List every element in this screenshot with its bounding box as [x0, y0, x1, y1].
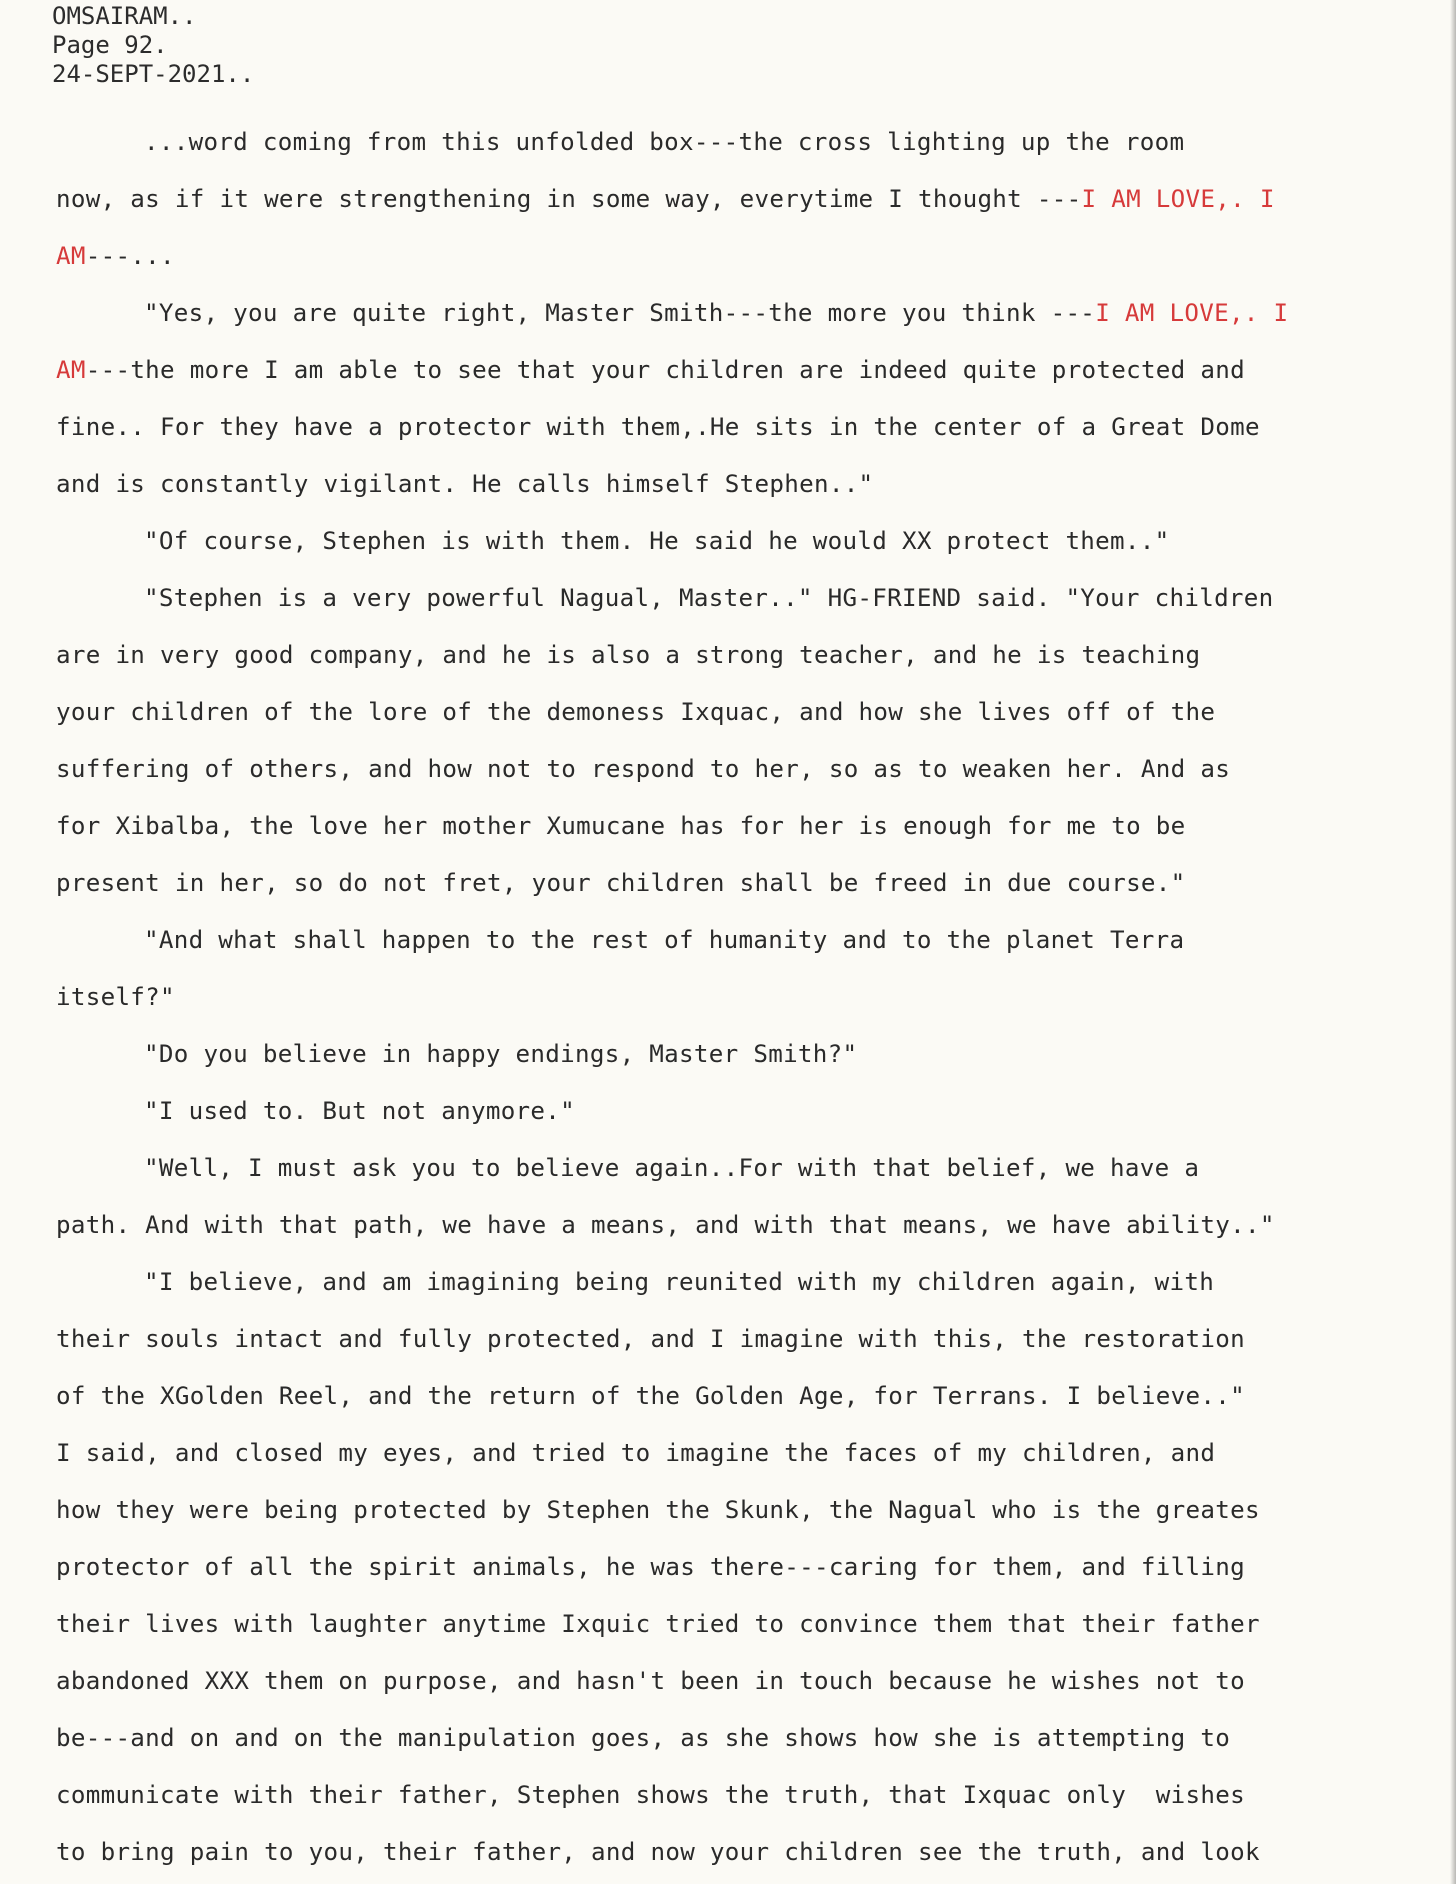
- typed-text: "I used to. But not anymore.": [144, 1097, 576, 1125]
- typed-text: suffering of others, and how not to respond to her, so as to weaken her. And as: [56, 755, 1231, 783]
- typed-text: ---...: [85, 242, 175, 270]
- page-edge-shadow: [1450, 0, 1456, 1884]
- typed-text: protector of all the spirit animals, he was there---caring for them, and filling: [56, 1553, 1245, 1581]
- header-invocation: OMSAIRAM..: [52, 2, 197, 30]
- text-line: [56, 1083, 1446, 1140]
- typed-text: your children of the lore of the demoness Ixquac, and how she lives off of the: [56, 698, 1216, 726]
- typed-text: "I believe, and am imagining being reunited with my children again, with: [144, 1268, 1215, 1296]
- typed-text: itself?": [56, 983, 175, 1011]
- red-typed-phrase: AM: [56, 356, 86, 384]
- typed-text: present in her, so do not fret, your children shall be freed in due course.": [56, 869, 1186, 897]
- text-line: [56, 1482, 1446, 1539]
- text-line: [56, 1596, 1446, 1653]
- text-line: [56, 171, 1446, 228]
- text-line: [56, 1140, 1446, 1197]
- text-line: [56, 741, 1446, 798]
- typed-text: their souls intact and fully protected, and I imagine with this, the restoration: [56, 1325, 1245, 1353]
- red-typed-phrase: I AM LOVE,. I: [1081, 185, 1275, 213]
- typed-text: of the XGolden Reel, and the return of the Golden Age, for Terrans. I believe..": [56, 1382, 1245, 1410]
- text-line: [56, 912, 1446, 969]
- text-line: [56, 627, 1446, 684]
- typed-text: abandoned XXX them on purpose, and hasn't been in touch because he wishes not to: [56, 1667, 1245, 1695]
- text-line: [56, 1425, 1446, 1482]
- text-line: [56, 342, 1446, 399]
- typed-text: how they were being protected by Stephen the Skunk, the Nagual who is the greates: [56, 1496, 1260, 1524]
- text-line: [56, 570, 1446, 627]
- typed-text: be---and on and on the manipulation goes, as she shows how she is attempting to: [56, 1724, 1231, 1752]
- text-line: [56, 228, 1446, 285]
- text-line: [56, 969, 1446, 1026]
- typed-text: "Stephen is a very powerful Nagual, Master.." HG-FRIEND said. "Your children: [144, 584, 1274, 612]
- text-line: [56, 285, 1446, 342]
- text-line: [56, 1653, 1446, 1710]
- typed-text: for Xibalba, the love her mother Xumucane has for her is enough for me to be: [56, 812, 1186, 840]
- typed-text: "Well, I must ask you to believe again..For with that belief, we have a: [144, 1154, 1200, 1182]
- typed-text: now, as if it were strengthening in some way, everytime I thought ---: [56, 185, 1082, 213]
- text-line: [56, 456, 1446, 513]
- typed-text: communicate with their father, Stephen shows the truth, that Ixquac only wishes: [56, 1781, 1245, 1809]
- typed-text: their lives with laughter anytime Ixquic tried to convince them that their father: [56, 1610, 1260, 1638]
- text-line: [56, 1710, 1446, 1767]
- text-line: [56, 1824, 1446, 1881]
- red-typed-phrase: I AM LOVE,. I: [1095, 299, 1289, 327]
- typed-text: are in very good company, and he is also a strong teacher, and he is teaching: [56, 641, 1201, 669]
- typed-text: fine.. For they have a protector with them,.He sits in the center of a Great Dome: [56, 413, 1260, 441]
- page-number: Page 92.: [52, 31, 168, 59]
- typed-text: "Do you believe in happy endings, Master Smith?": [144, 1040, 858, 1068]
- typed-text: I said, and closed my eyes, and tried to imagine the faces of my children, and: [56, 1439, 1216, 1467]
- text-line: [56, 855, 1446, 912]
- typed-text: "And what shall happen to the rest of humanity and to the planet Terra: [144, 926, 1185, 954]
- typed-text: "Of course, Stephen is with them. He said he would XX protect them..": [144, 527, 1170, 555]
- text-line: [56, 684, 1446, 741]
- text-line: [56, 513, 1446, 570]
- typed-text: ---the more I am able to see that your children are indeed quite protected and: [85, 356, 1245, 384]
- text-line: [56, 1026, 1446, 1083]
- typed-text: to bring pain to you, their father, and now your children see the truth, and look: [56, 1838, 1260, 1866]
- typed-text: ...word coming from this unfolded box---the cross lighting up the room: [144, 128, 1185, 156]
- page-header: [52, 2, 254, 89]
- text-line: [56, 1311, 1446, 1368]
- text-line: [56, 798, 1446, 855]
- text-line: [56, 1539, 1446, 1596]
- typed-text: path. And with that path, we have a means, and with that means, we have ability..": [56, 1211, 1275, 1239]
- text-line: [56, 114, 1446, 171]
- text-line: [56, 1254, 1446, 1311]
- red-typed-phrase: AM: [56, 242, 86, 270]
- body-text: [56, 114, 1446, 1881]
- typed-text: "Yes, you are quite right, Master Smith---the more you think ---: [144, 299, 1096, 327]
- page-date: 24-SEPT-2021..: [52, 60, 255, 88]
- text-line: [56, 1368, 1446, 1425]
- text-line: [56, 1197, 1446, 1254]
- text-line: [56, 399, 1446, 456]
- text-line: [56, 1767, 1446, 1824]
- typed-text: and is constantly vigilant. He calls himself Stephen..": [56, 470, 874, 498]
